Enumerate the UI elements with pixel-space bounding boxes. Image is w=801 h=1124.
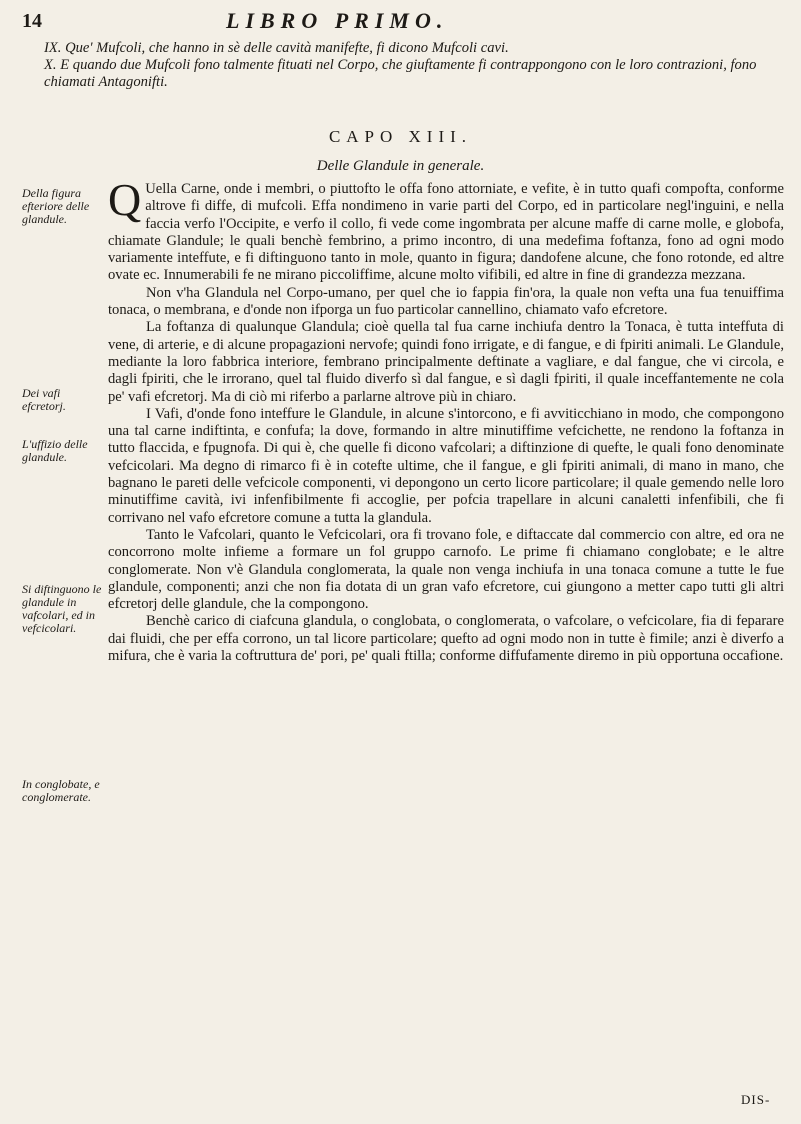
margin-note-uffizio: L'uffizio delle glandule. [22, 437, 88, 464]
summary-item-x: X. E quando due Mufcoli fono talmente fituati nel Corpo, che giuftamente fi contrappongono con le loro contrazioni, fono chiamati Antagonifti. [44, 57, 757, 90]
catchword: DIS- [741, 1092, 771, 1107]
paragraph-2: Non v'ha Glandula nel Corpo-umano, per quel che io fappia fin'ora, la quale non vefta una fua tenuiffima tonaca, o membrana, e d'onde non ifporga un fuo particolar cannellino, chiamato vafo efcretore. [108, 284, 784, 319]
paragraph-1-text: Uella Carne, onde i membri, o piuttofto le offa fono attorniate, e vefite, è in tutto quafi compofta, conforme altrove fi diffe, di mufcoli. Effa nondimeno in varie parti del Corpo, ed in particolare negl'inguini, e nella faccia verfo l'Occipite, e verfo il collo, fi vede come ingombrata per alcune maffe di carne molle, e globofa, chiamate Glandule; le quali benchè fembrino, a primo incontro, di una medefima foftanza, fono ad ogni modo variamente inteffute, e fi diftinguono tanto in mole, quanto in figura; dandofene alcune, che fono rotonde, ed altre ovate ec. Innumerabili fe ne mirano piccoliffime, alcune molto vifibili, ed altre in fine di grandezza mezzana. [108, 181, 784, 284]
summary-item-ix: IX. Que' Mufcoli, che hanno in sè delle cavità manifefte, fi dicono Mufcoli cavi. [44, 40, 509, 56]
paragraph-6: Benchè carico di ciafcuna glandula, o conglobata, o conglomerata, o vafcolare, o vefcicolare, fia di feparare dai fluidi, che per effa corrono, un tal licore particolare; quefto ad ogni modo non in tutte è fimile; anzi è diverfo a mifura, che è varia la coftruttura de' pori, pe' quali ftilla; conforme diffufamente diremo in più opportuna occafione. [108, 613, 784, 665]
chapter-subtitle: Delle Glandule in generale. [316, 158, 485, 174]
margin-note-distinzione: Si diftinguono le glandule in vafcolari, ed in vefcicolari. [22, 582, 102, 635]
paragraph-1 [108, 174, 784, 285]
margin-note-conglobate: In conglobate, e conglomerate. [22, 777, 100, 804]
margin-note-figura: Della figura efteriore delle glandule. [22, 186, 90, 226]
chapter-heading: CAPO XIII. [328, 127, 473, 146]
running-header [0, 8, 801, 38]
paragraph-5: Tanto le Vafcolari, quanto le Vefcicolari, ora fi trovano fole, e diftaccate dal commercio con altre, ed ora ne concorrono molte infieme a formare un fol gruppo carnofo. Le prime fi chiamano conglobate; e le altre conglomerate. Non v'è Glandula conglomerata, la quale non venga inchiufa in una tonaca comune a tutte le fue glandule, componenti; anzi che non fia dotata di un gran vafo efcretore, cui giungono a metter capo tutti gli altri efcretorj delle glandule, che la compongono. [108, 526, 784, 613]
margin-note-vafi: Dei vafi efcretorj. [22, 386, 66, 413]
body-text [108, 174, 784, 665]
drop-cap: Q [108, 174, 142, 225]
paragraph-4: I Vafi, d'onde fono inteffure le Glandule, in alcune s'intorcono, e fi avviticchiano in modo, che compongono una tal carne indiftinta, e confufa; la dove, formando in altre minutiffime vefcichette, ne rendono la foftanza in tutto flaccida, e fpugnofa. Di qui è, che quelle fi dicono vafcolari; a diftinzione di quefte, le quali fono denominate vefcicolari. Ma degno di rimarco fi è in cotefte ultime, che il fangue, e gli fpiriti animali, di mano in mano, che bagnano le pareti delle vefcicole componenti, vi depongono un certo licore particolare; il quale gemendo nelle loro minutiffime cavità, ivi infenfibilmente fi accoglie, per pofcia trapellare in alcuni canaletti infenfibili, che fi corrivano nel vafo efcretore comune a tutta la glandula. [108, 405, 784, 526]
paragraph-3: La foftanza di qualunque Glandula; cioè quella tal fua carne inchiufa dentro la Tonaca, è tutta inteffuta di vene, di arterie, e di alcune propagazioni nervofe; quindi fono irrigate, e di fangue, e di fpiriti animali. Le Glandule, mediante la loro fabbrica interiore, fembrano principalmente deftinate a vagliare, e dal fangue, che vi circola, e dagli fpiriti, che le irrorano, quel tal fluido diverfo sì dal fangue, e sì dagli fpiriti, il quale inceffantemente ne cola pe' vafi efcretorj. Ma di ciò mi riferbo a parlarne altrove più in chiaro. [108, 319, 784, 405]
running-title: LIBRO PRIMO. [226, 8, 449, 33]
page-number: 14 [22, 10, 42, 32]
chapter-summary [44, 40, 779, 91]
